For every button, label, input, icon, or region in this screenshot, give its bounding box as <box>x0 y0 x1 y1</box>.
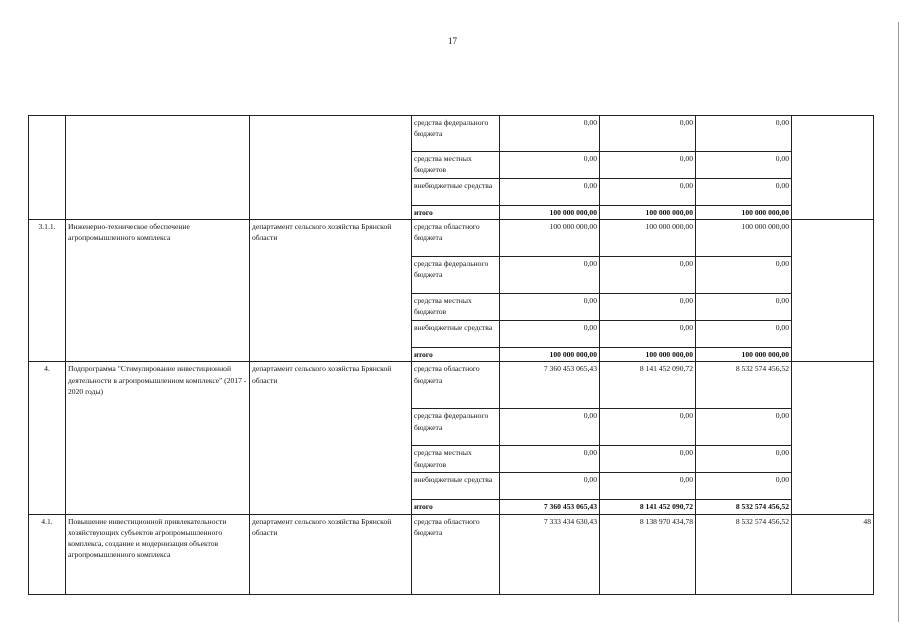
amount-year-1: 100 000 000,00 <box>500 348 600 362</box>
amount-year-3: 0,00 <box>696 116 792 152</box>
row-name: Повышение инвестиционной привлекательности хозяйствующих субъектов агропромышленного комплекса, создание и модернизация объектов агропромышленного комплекса <box>66 514 250 594</box>
amount-year-1: 0,00 <box>500 446 600 473</box>
page-number: 17 <box>448 36 457 46</box>
row-department: департамент сельского хозяйства Брянской области <box>250 220 412 362</box>
table-row <box>29 220 874 257</box>
amount-year-3: 100 000 000,00 <box>696 348 792 362</box>
row-code: 3.1.1. <box>29 220 66 362</box>
amount-year-2: 0,00 <box>600 321 696 348</box>
amount-year-1: 100 000 000,00 <box>500 206 600 220</box>
amount-year-1: 0,00 <box>500 473 600 500</box>
amount-year-2: 0,00 <box>600 116 696 152</box>
amount-year-3: 8 532 574 456,52 <box>696 500 792 514</box>
amount-year-2: 0,00 <box>600 473 696 500</box>
funding-source: средства местных бюджетов <box>412 446 500 473</box>
amount-year-3: 0,00 <box>696 257 792 294</box>
amount-year-2: 100 000 000,00 <box>600 220 696 257</box>
amount-year-3: 0,00 <box>696 321 792 348</box>
amount-year-2: 0,00 <box>600 257 696 294</box>
budget-table <box>28 115 874 595</box>
budget-table-body <box>29 116 874 595</box>
funding-source: итого <box>412 348 500 362</box>
amount-year-3: 8 532 574 456,52 <box>696 514 792 594</box>
row-name: Подпрограмма "Стимулирование инвестиционной деятельности в агропромышленном комплексе" (2017 - 2020 годы) <box>66 362 250 514</box>
amount-year-2: 0,00 <box>600 446 696 473</box>
amount-year-1: 0,00 <box>500 294 600 321</box>
amount-year-1: 0,00 <box>500 179 600 206</box>
amount-year-1: 0,00 <box>500 152 600 179</box>
amount-year-1: 7 360 453 065,43 <box>500 500 600 514</box>
table-row <box>29 116 874 152</box>
amount-year-3: 0,00 <box>696 473 792 500</box>
amount-year-3: 100 000 000,00 <box>696 220 792 257</box>
amount-year-2: 0,00 <box>600 179 696 206</box>
row-department: департамент сельского хозяйства Брянской области <box>250 362 412 514</box>
extra-value <box>792 116 874 220</box>
amount-year-2: 0,00 <box>600 294 696 321</box>
funding-source: средства областного бюджета <box>412 514 500 594</box>
table-row <box>29 362 874 409</box>
amount-year-1: 0,00 <box>500 257 600 294</box>
amount-year-1: 7 333 434 630,43 <box>500 514 600 594</box>
table-row <box>29 514 874 594</box>
amount-year-3: 100 000 000,00 <box>696 206 792 220</box>
amount-year-3: 0,00 <box>696 179 792 206</box>
row-code <box>29 116 66 220</box>
funding-source: средства областного бюджета <box>412 362 500 409</box>
funding-source: средства местных бюджетов <box>412 294 500 321</box>
funding-source: средства федерального бюджета <box>412 257 500 294</box>
funding-source: внебюджетные средства <box>412 473 500 500</box>
funding-source: средства федерального бюджета <box>412 116 500 152</box>
extra-value: 48 <box>792 514 874 594</box>
row-code: 4.1. <box>29 514 66 594</box>
funding-source: средства местных бюджетов <box>412 152 500 179</box>
amount-year-2: 8 141 452 090,72 <box>600 500 696 514</box>
funding-source: средства областного бюджета <box>412 220 500 257</box>
amount-year-2: 100 000 000,00 <box>600 348 696 362</box>
amount-year-2: 8 141 452 090,72 <box>600 362 696 409</box>
amount-year-1: 0,00 <box>500 116 600 152</box>
amount-year-3: 0,00 <box>696 294 792 321</box>
amount-year-3: 8 532 574 456,52 <box>696 362 792 409</box>
funding-source: средства федерального бюджета <box>412 409 500 446</box>
row-department: департамент сельского хозяйства Брянской области <box>250 514 412 594</box>
amount-year-2: 8 138 970 434,78 <box>600 514 696 594</box>
funding-source: итого <box>412 206 500 220</box>
extra-value <box>792 220 874 362</box>
row-name: Инженерно-техническое обеспечение агропромышленного комплекса <box>66 220 250 362</box>
funding-source: внебюджетные средства <box>412 321 500 348</box>
amount-year-2: 100 000 000,00 <box>600 206 696 220</box>
amount-year-1: 0,00 <box>500 409 600 446</box>
row-department <box>250 116 412 220</box>
amount-year-3: 0,00 <box>696 152 792 179</box>
funding-source: внебюджетные средства <box>412 179 500 206</box>
funding-source: итого <box>412 500 500 514</box>
amount-year-1: 7 360 453 065,43 <box>500 362 600 409</box>
row-code: 4. <box>29 362 66 514</box>
row-name <box>66 116 250 220</box>
amount-year-1: 0,00 <box>500 321 600 348</box>
amount-year-3: 0,00 <box>696 446 792 473</box>
amount-year-2: 0,00 <box>600 409 696 446</box>
extra-value <box>792 362 874 514</box>
amount-year-1: 100 000 000,00 <box>500 220 600 257</box>
amount-year-2: 0,00 <box>600 152 696 179</box>
scan-edge-line <box>898 22 899 622</box>
amount-year-3: 0,00 <box>696 409 792 446</box>
